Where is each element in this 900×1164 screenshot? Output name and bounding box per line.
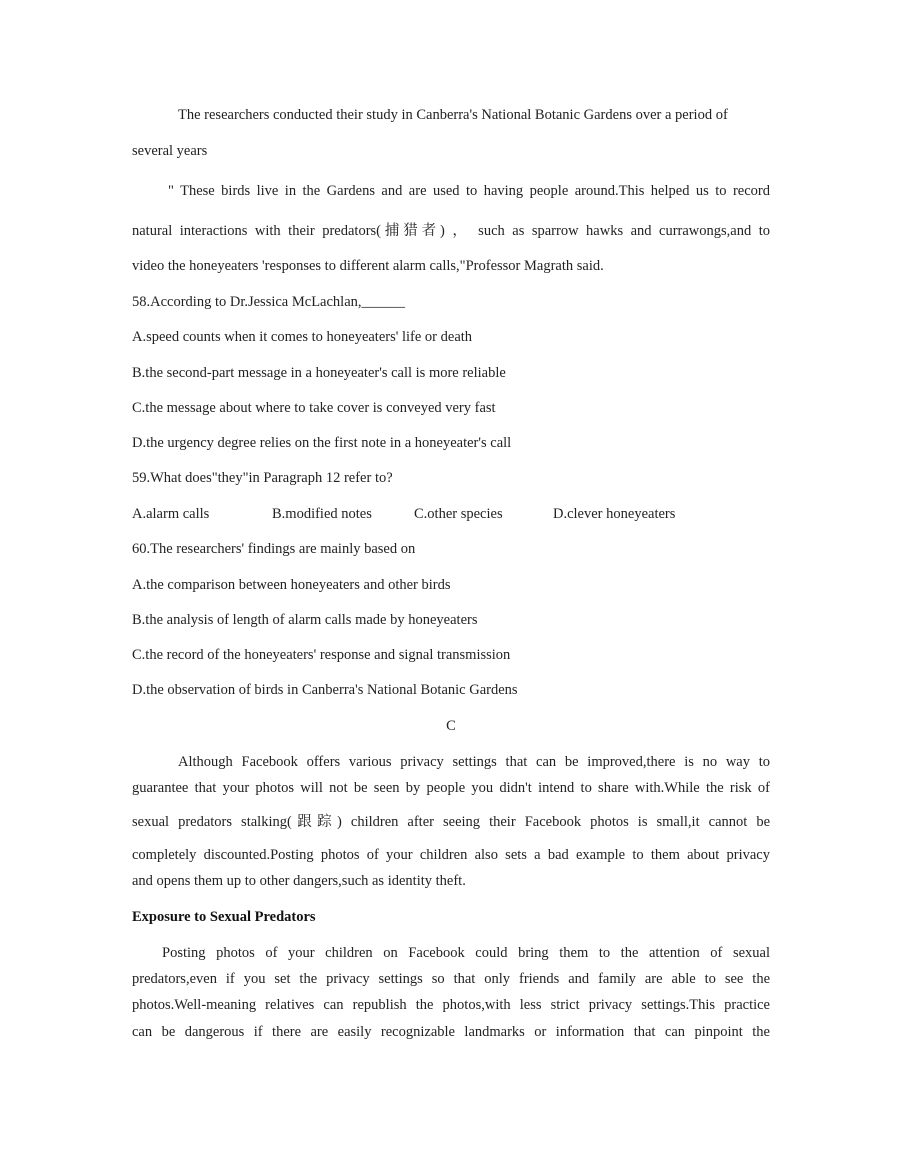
paragraph-line: completely discounted.Posting photos of your children also sets a bad example to them about privacy xyxy=(132,847,770,863)
question-stem: 59.What does"they"in Paragraph 12 refer to? xyxy=(132,470,393,486)
paragraph-line: predators,even if you set the privacy settings so that only friends and family are able to see the xyxy=(132,971,770,987)
question-stem: 58.According to Dr.Jessica McLachlan,______ xyxy=(132,294,406,310)
section-heading: Exposure to Sexual Predators xyxy=(132,909,316,925)
paragraph-line: and opens them up to other dangers,such as identity theft. xyxy=(132,873,466,889)
question-option: D.the observation of birds in Canberra's National Botanic Gardens xyxy=(132,682,518,698)
question-option: D.the urgency degree relies on the first note in a honeyeater's call xyxy=(132,435,512,451)
section-label: C xyxy=(446,718,456,734)
question-option: A.alarm calls xyxy=(132,506,210,522)
question-option: C.other species xyxy=(414,506,503,522)
paragraph-line: guarantee that your photos will not be seen by people you didn't intend to share with.While the risk of xyxy=(132,780,770,796)
paragraph-line: " These birds live in the Gardens and are used to having people around.This helped us to record xyxy=(168,183,770,199)
question-option: C.the message about where to take cover is conveyed very fast xyxy=(132,400,496,416)
question-stem: 60.The researchers' findings are mainly based on xyxy=(132,541,416,557)
question-option: B.the second-part message in a honeyeater's call is more reliable xyxy=(132,365,506,381)
question-option: A.speed counts when it comes to honeyeaters' life or death xyxy=(132,329,473,345)
paragraph-line: several years xyxy=(132,143,208,159)
paragraph-line: Posting photos of your children on Facebook could bring them to the attention of sexual xyxy=(162,945,770,961)
question-option: A.the comparison between honeyeaters and other birds xyxy=(132,577,451,593)
paragraph-line: video the honeyeaters 'responses to different alarm calls,"Professor Magrath said. xyxy=(132,258,604,274)
question-option: B.the analysis of length of alarm calls made by honeyeaters xyxy=(132,612,478,628)
paragraph-line: The researchers conducted their study in Canberra's National Botanic Gardens over a period of xyxy=(178,107,728,123)
paragraph-line: sexual predators stalking(跟踪) children after seeing their Facebook photos is small,it cannot be xyxy=(132,814,770,830)
paragraph-line: can be dangerous if there are easily recognizable landmarks or information that can pinpoint the xyxy=(132,1024,770,1040)
paragraph-line: Although Facebook offers various privacy settings that can be improved,there is no way to xyxy=(178,754,770,770)
paragraph-line: natural interactions with their predators(捕猎者) ， such as sparrow hawks and currawongs,and to xyxy=(132,223,770,239)
paragraph-line: photos.Well-meaning relatives can republish the photos,with less strict privacy settings.This practice xyxy=(132,997,770,1013)
question-option: D.clever honeyeaters xyxy=(553,506,676,522)
question-option: C.the record of the honeyeaters' response and signal transmission xyxy=(132,647,511,663)
question-option: B.modified notes xyxy=(272,506,372,522)
question-options-row xyxy=(132,505,770,523)
